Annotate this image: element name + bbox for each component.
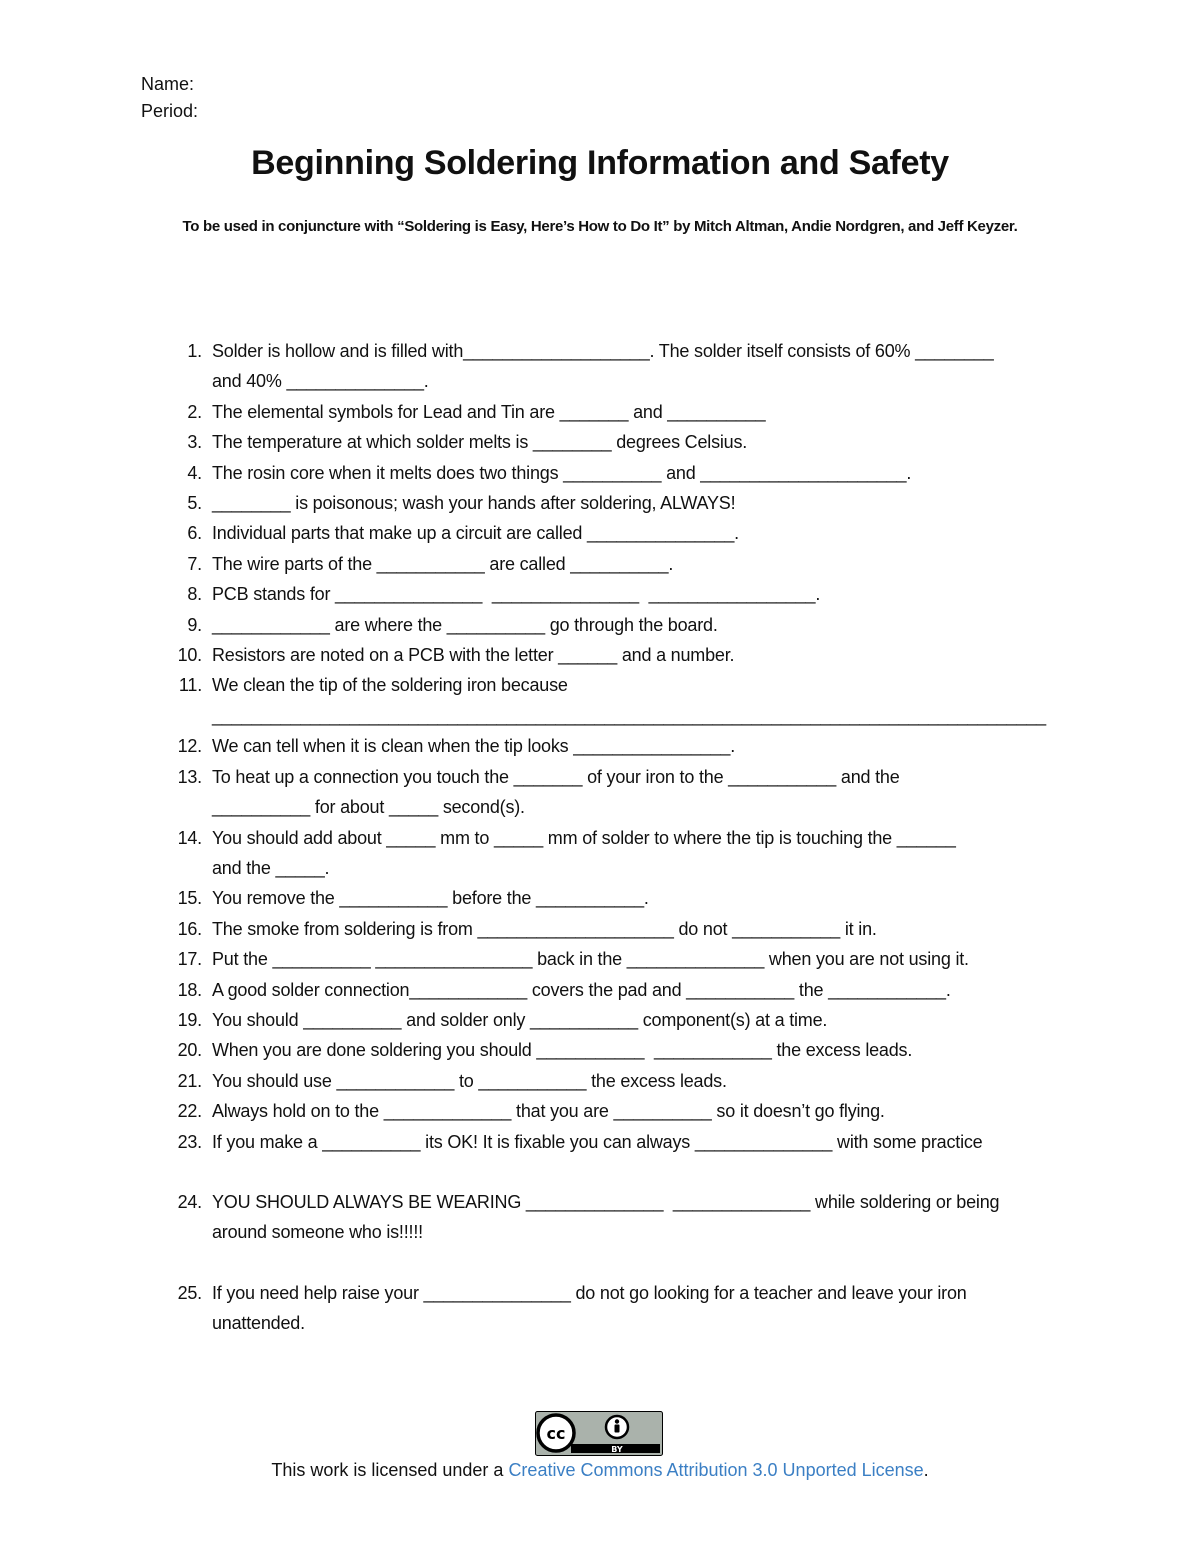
question-number: 7. [187,553,202,574]
question-text: YOU SHOULD ALWAYS BE WEARING ______________ ______________ while soldering or being around someone who is!!!!! [212,1191,1000,1243]
name-field-label: Name: [141,74,195,94]
question-text: You should __________ and solder only ___________ component(s) at a time. [212,1009,828,1030]
question-number: 2. [187,401,202,422]
question-item [160,944,1060,974]
question-item [160,397,1060,427]
question-number: 9. [187,614,202,635]
question-text: You should use ____________ to ___________ the excess leads. [212,1070,727,1091]
question-item [160,1096,1060,1126]
question-number: 17. [177,949,202,970]
license-statement [0,1460,1200,1481]
question-item [160,427,1060,457]
question-text: If you need help raise your _______________ do not go looking for a teacher and leave your iron unattended. [212,1282,967,1334]
question-item [160,914,1060,944]
cc-icon-text: cc [546,1424,566,1443]
question-list [160,336,1060,1339]
question-item [160,1005,1060,1035]
period-field-label: Period: [141,101,199,121]
question-text: We can tell when it is clean when the tip looks ________________. [212,736,736,757]
license-link[interactable]: Creative Commons Attribution 3.0 Unported License [508,1460,924,1480]
question-number: 25. [177,1282,202,1303]
question-number: 5. [187,493,202,514]
question-item [160,1187,1060,1248]
question-item [160,883,1060,913]
license-prefix: This work is licensed under a [271,1460,509,1480]
question-text: A good solder connection____________ covers the pad and ___________ the ____________. [212,979,951,1000]
question-text: You should add about _____ mm to _____ mm of solder to where the tip is touching the ______ and the _____. [212,827,956,878]
question-number: 15. [177,888,202,909]
question-number: 14. [177,827,202,848]
question-text: ____________ are where the __________ go through the board. [212,614,718,635]
question-number: 20. [177,1040,202,1061]
question-number: 16. [177,918,202,939]
question-item [160,823,1060,884]
question-text: If you make a __________ its OK! It is fixable you can always ______________ with some practice [212,1131,983,1152]
question-text: The wire parts of the ___________ are called __________. [212,553,674,574]
question-number: 8. [187,584,202,605]
question-number: 18. [177,979,202,1000]
question-item [160,975,1060,1005]
question-item [160,549,1060,579]
question-text: The rosin core when it melts does two things __________ and _____________________. [212,462,912,483]
question-text: Always hold on to the _____________ that you are __________ so it doesn’t go flying. [212,1101,885,1122]
question-number: 22. [177,1101,202,1122]
question-item [160,579,1060,609]
question-item [160,1278,1060,1339]
question-text: When you are done soldering you should ___________ ____________ the excess leads. [212,1040,913,1061]
by-label: BY [611,1445,623,1454]
license-suffix: . [923,1460,929,1480]
question-text: Put the __________ ________________ back in the ______________ when you are not using it. [212,949,969,970]
question-text: Resistors are noted on a PCB with the letter ______ and a number. [212,645,735,666]
question-text: The smoke from soldering is from ____________________ do not ___________ it in. [212,918,877,939]
question-text: ________ is poisonous; wash your hands after soldering, ALWAYS! [212,493,736,514]
question-item [160,640,1060,670]
question-item [160,458,1060,488]
question-item [160,1127,1060,1157]
page-subtitle: To be used in conjuncture with “Soldering is Easy, Here’s How to Do It” by Mitch Altman, Andie Nordgren, and Jeff Keyzer. [182,218,1018,235]
question-number: 19. [177,1009,202,1030]
question-number: 3. [187,432,202,453]
question-item [160,518,1060,548]
question-number: 24. [177,1191,202,1212]
question-number: 13. [177,766,202,787]
question-text: The elemental symbols for Lead and Tin are _______ and __________ [212,401,766,422]
page-title: Beginning Soldering Information and Safety [251,144,949,182]
question-item [160,762,1060,823]
question-item [160,610,1060,640]
question-item [160,336,1060,397]
question-text: To heat up a connection you touch the _______ of your iron to the ___________ and the __________ for about _____ second(s). [212,766,900,818]
question-number: 10. [177,645,202,666]
question-text: We clean the tip of the soldering iron because _____________________________________________________________________________________ [212,675,1046,726]
question-text: Individual parts that make up a circuit are called _______________. [212,523,739,544]
question-number: 23. [177,1131,202,1152]
cc-by-license-badge[interactable] [535,1411,663,1456]
question-text: Solder is hollow and is filled with___________________. The solder itself consists of 60% ________ and 40% ______________. [212,341,994,392]
question-number: 6. [187,523,202,544]
question-item [160,488,1060,518]
question-number: 1. [187,341,202,361]
question-item [160,731,1060,761]
question-item [160,1066,1060,1096]
question-number: 11. [178,675,202,696]
question-text: PCB stands for _______________ _______________ _________________. [212,584,821,605]
question-text: You remove the ___________ before the ___________. [212,888,649,909]
question-number: 4. [187,462,202,483]
question-number: 12. [177,736,202,757]
question-item [160,1035,1060,1065]
question-text: The temperature at which solder melts is ________ degrees Celsius. [212,432,748,453]
question-item [160,670,1060,731]
question-number: 21. [177,1070,202,1091]
